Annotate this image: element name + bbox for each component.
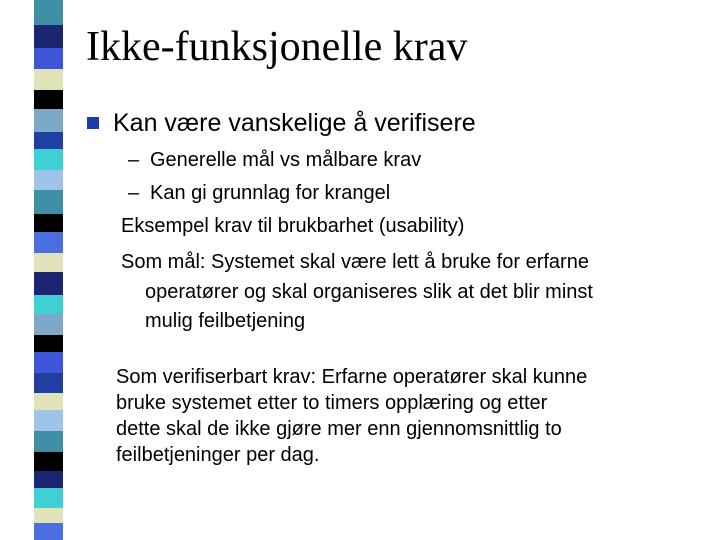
verifiable-line: Som verifiserbart krav: Erfarne operatører skal kunne [116,366,588,388]
stripe-block [34,295,63,314]
stripe-block [34,90,63,109]
stripe-block [34,48,63,69]
stripe-block [34,170,63,189]
stripe-block [34,410,63,431]
stripe-block [34,452,63,471]
square-bullet-icon [87,117,99,129]
verifiable-line: bruke systemet etter to timers opplæring og etter [116,392,548,414]
slide-title: Ikke-funksjonelle krav [86,24,468,70]
dash-marker: – [128,182,140,204]
dash-item-text: Generelle mål vs målbare krav [150,149,422,171]
stripe-block [34,508,63,523]
stripe-block [34,25,63,48]
stripe-block [34,488,63,507]
stripe-block [34,149,63,170]
dash-item [128,148,421,172]
stripe-block [34,214,63,231]
stripe-block [34,393,63,410]
stripe-block [34,69,63,90]
goal-line: mulig feilbetjening [145,310,306,332]
dash-item [128,181,390,205]
goal-line: operatører og skal organiseres slik at det blir minst [145,281,593,303]
dash-item-text: Kan gi grunnlag for krangel [150,182,391,204]
stripe-block [34,0,63,25]
stripe-block [34,253,63,272]
stripe-block [34,523,63,540]
stripe-block [34,471,63,488]
main-bullet-text: Kan være vanskelige å verifisere [113,109,476,137]
stripe-block [34,190,63,215]
goal-line: Som mål: Systemet skal være lett å bruke for erfarne [121,251,589,273]
stripe-block [34,132,63,149]
dash-marker: – [128,149,140,171]
verifiable-line: dette skal de ikke gjøre mer enn gjennomsnittlig to [116,418,562,440]
stripe-block [34,431,63,452]
decorative-color-stripe [34,0,63,540]
stripe-block [34,232,63,253]
example-line: Eksempel krav til brukbarhet (usability) [121,215,465,237]
stripe-block [34,272,63,295]
stripe-block [34,314,63,335]
stripe-block [34,373,63,392]
stripe-block [34,335,63,352]
stripe-block [34,109,63,132]
stripe-block [34,352,63,373]
verifiable-line: feilbetjeninger per dag. [116,444,320,466]
